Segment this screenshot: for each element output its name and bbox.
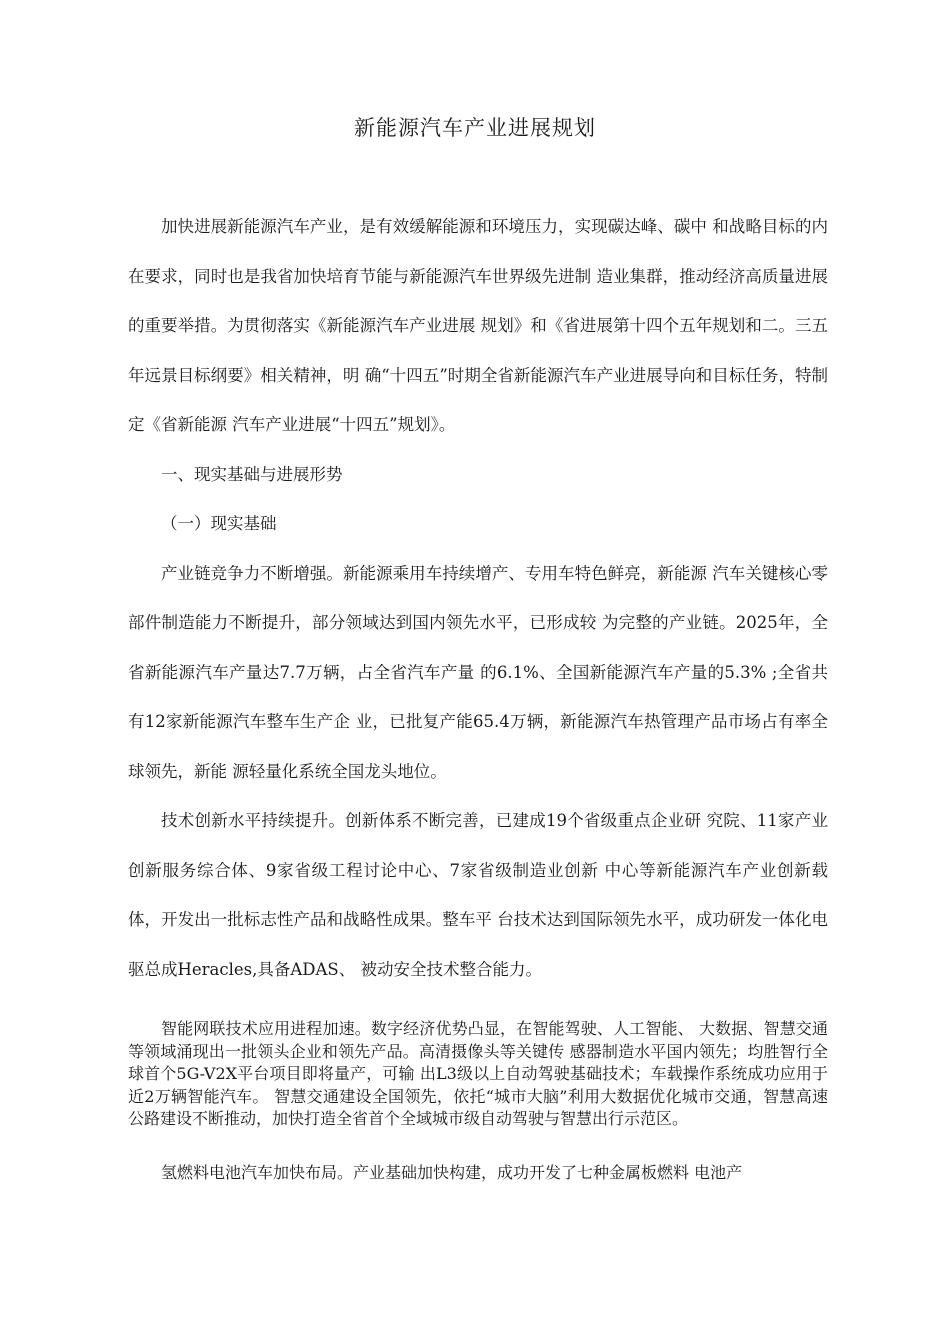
document-title: 新能源汽车产业进展规划 [354, 116, 596, 140]
document-body-upper [128, 202, 828, 994]
hydrogen-paragraph: 氢燃料电池汽车加快布局。产业基础加快构建，成功开发了七种金属板燃料 电池产 [161, 1163, 743, 1182]
industry-chain-paragraph: 产业链竞争力不断增强。新能源乘用车持续增产、专用车特色鲜亮，新能源 汽车关键核心零部件制造能力不断提升，部分领域达到国内领先水平，已形成较 为完整的产业链。2025年，全省新能源汽车产量达7.7万辆，占全省汽车产量 的6.1%、全国新能源汽车产量的5.3% ;全省共有12家新能源汽车整车生产企 业，已批复产能65.4万辆，新能源汽车热管理产品市场占有率全球领先，新能 源轻量化系统全国龙头地位。 [128, 563, 828, 781]
document-body-bottom [128, 1162, 828, 1185]
intro-paragraph: 加快进展新能源汽车产业，是有效缓解能源和环境压力，实现碳达峰、碳中 和战略目标的内在要求，同时也是我省加快培育节能与新能源汽车世界级先进制 造业集群，推动经济高质量进展的重要举措。为贯彻落实《新能源汽车产业进展 规划》和《省进展第十四个五年规划和二。三五年远景目标纲要》相关精神，明 确“十四五”时期全省新能源汽车产业进展导向和目标任务，特制定《省新能源 汽车产业进展“十四五”规划》。 [128, 217, 828, 434]
document-body-lower [128, 1018, 828, 1131]
tech-innovation-paragraph: 技术创新水平持续提升。创新体系不断完善，已建成19个省级重点企业研 究院、11家产业创新服务综合体、9家省级工程讨论中心、7家省级制造业创新 中心等新能源汽车产业创新载体，开发出一批标志性产品和战略性成果。整车平 台技术达到国际领先水平，成功研发一体化电驱总成Heracles,具备ADAS、 被动安全技术整合能力。 [128, 811, 828, 979]
subsection-heading: （一）现实基础 [161, 514, 277, 533]
smart-network-paragraph: 智能网联技术应用进程加速。数字经济优势凸显，在智能驾驶、人工智能、 大数据、智慧交通等领域涌现出一批领头企业和领先产品。高清摄像头等关键传 感器制造水平国内领先；均胜智行全球首个5G-V2X平台项目即将量产，可输 出L3级以上自动驾驶基础技术；车载操作系统成功应用于近2万辆智能汽车。 智慧交通建设全国领先，依托“城市大脑”利用大数据优化城市交通，智慧高速 公路建设不断推动，加快打造全省首个全域城市级自动驾驶与智慧出行示范区。 [128, 1019, 828, 1128]
section-heading: 一、现实基础与进展形势 [161, 464, 343, 484]
